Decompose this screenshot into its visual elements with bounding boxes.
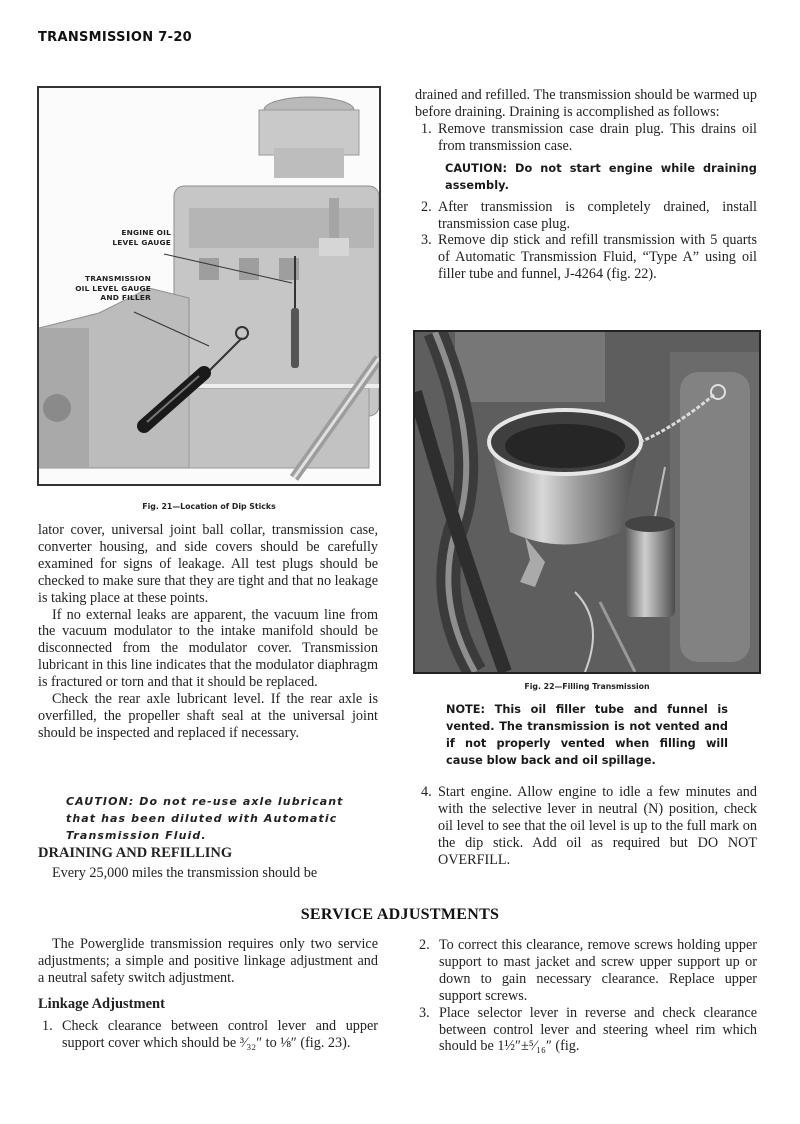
- running-head: TRANSMISSION 7-20: [38, 30, 193, 45]
- step-4-block: [415, 784, 757, 869]
- section-heading-draining: DRAINING AND REFILLING: [38, 845, 233, 861]
- label-line: ENGINE OIL: [121, 228, 171, 237]
- step-text: To correct this clearance, remove screws holding upper support to mast jacket and screw upper support up or down to gain necessary clearance. Replace upper support screws.: [439, 937, 757, 1004]
- step-item: [38, 1018, 378, 1052]
- step-item: [415, 784, 757, 869]
- left-column-body: [38, 522, 378, 742]
- label-line: TRANSMISSION: [85, 274, 151, 283]
- subheading-linkage-adjustment: Linkage Adjustment: [38, 996, 165, 1012]
- service-intro-text: The Powerglide transmission requires only two service adjustments; a simple and positive linkage adjustment and a neutral safety switch adjustment.: [38, 936, 378, 986]
- engine-oil-gauge-label: [79, 228, 171, 247]
- step-item: [415, 232, 757, 283]
- figure-21-engine-illustration: [37, 86, 381, 486]
- step-text: Place selector lever in reverse and check clearance between control lever and steering wheel rim which should be 1½″±⁵⁄₁₆″ (fig.: [439, 1004, 757, 1055]
- transmission-oil-gauge-label: [47, 274, 151, 303]
- paragraph-draining-intro: [38, 865, 378, 882]
- paragraph-leak-check: lator cover, universal joint ball collar, transmission case, converter housing, and side covers should be carefully examined for signs of leakage. All test plugs should be checked to make sure that they are tight and that no leakage is taking place at these points.: [38, 522, 378, 606]
- section-heading-service-adjustments: SERVICE ADJUSTMENTS: [300, 906, 500, 923]
- label-line: LEVEL GAUGE: [112, 237, 171, 247]
- note-vented-filler: NOTE: This oil filler tube and funnel is vented. The transmission is not vented and if not properly vented when filling will cause blow back and oil spillage.: [446, 703, 728, 767]
- step-item: [415, 199, 757, 233]
- step-text: After transmission is completely drained, install transmission case plug.: [438, 198, 757, 232]
- linkage-steps-right: [415, 937, 757, 1055]
- funnel-photo-drawing: [415, 332, 759, 672]
- step-text: Start engine. Allow engine to idle a few minutes and with the selective lever in neutral (N) position, check oil level to see that the oil level is up to the full mark on the dip stick. Add oil as required but DO NOT OVERFILL.: [438, 784, 757, 868]
- paragraph-rear-axle: Check the rear axle lubricant level. If the rear axle is overfilled, the propeller shaft seal at the universal joint should be inspected and replaced if necessary.: [38, 691, 378, 741]
- paragraph-service-intro: [38, 936, 378, 987]
- step-number: 4.: [421, 784, 432, 800]
- step-number: 2.: [419, 937, 430, 953]
- step-number: 3.: [421, 232, 432, 249]
- paragraph-drain-refill: drained and refilled. The transmission should be warmed up before draining. Draining is accomplished as follows:: [415, 87, 757, 120]
- step-number: 1.: [42, 1018, 53, 1034]
- step-item: [415, 121, 757, 155]
- figure-21-caption: Fig. 21—Location of Dip Sticks: [142, 502, 276, 511]
- step-number: 1.: [421, 120, 432, 137]
- step-number: 3.: [419, 1004, 430, 1021]
- linkage-steps-left: [38, 1018, 378, 1052]
- label-line: AND FILLER: [100, 293, 151, 302]
- step-text: Remove transmission case drain plug. This drains oil from transmission case.: [438, 120, 757, 154]
- label-line: OIL LEVEL GAUGE: [75, 283, 151, 293]
- draining-intro-text: Every 25,000 miles the transmission should be: [52, 865, 318, 881]
- step-text: Remove dip stick and refill transmission with 5 quarts of Automatic Transmission Fluid, “Type A” using oil filler tube and funnel, J-4264 (fig. 22).: [438, 232, 757, 283]
- figure-22-caption: Fig. 22—Filling Transmission: [524, 682, 650, 691]
- step-item: [415, 1005, 757, 1056]
- caution-axle-lubricant: CAUTION: Do not re-use axle lubricant that has been diluted with Automatic Transmission Fluid.: [66, 795, 344, 842]
- step-number: 2.: [421, 198, 432, 215]
- caution-do-not-start-engine: CAUTION: Do not start engine while draining assembly.: [445, 161, 757, 192]
- step-item: [415, 937, 757, 1005]
- paragraph-vacuum-line: If no external leaks are apparent, the vacuum line from the vacuum modulator to the intake manifold should be disconnected from the modulator cover. Transmission lubricant in this line indicates that the modulator diaphragm is fractured or torn and that it should be replaced.: [38, 606, 378, 691]
- step-text: Check clearance between control lever and upper support cover which should be ³⁄₃₂″ to ⅛″ (fig. 23).: [62, 1018, 378, 1051]
- right-column-draining-steps: [415, 87, 757, 283]
- figure-22-funnel-photo: [413, 330, 761, 674]
